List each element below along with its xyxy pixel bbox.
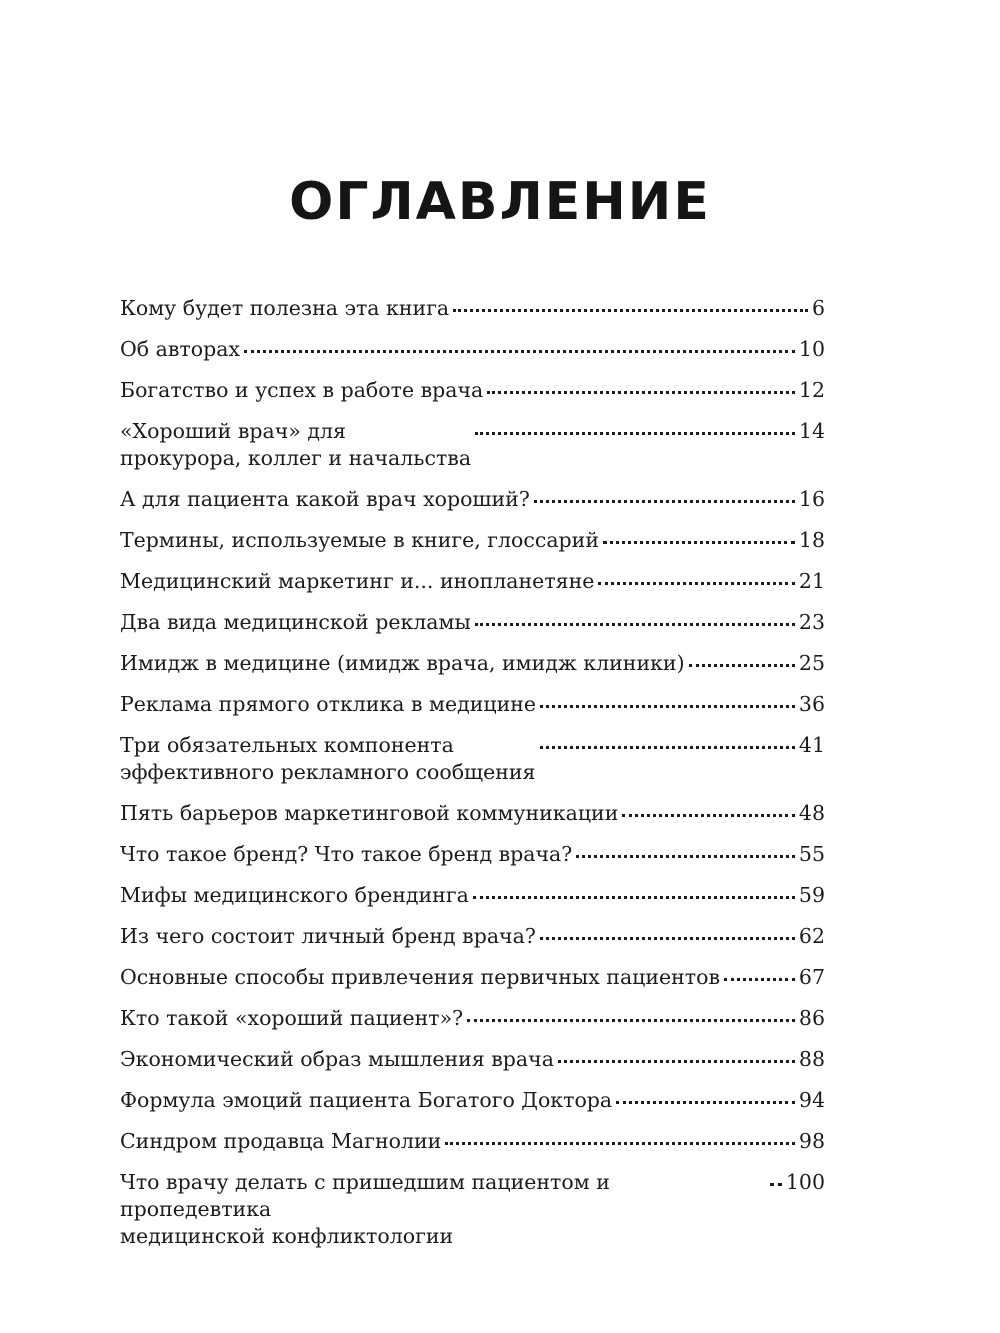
toc-entry bbox=[120, 725, 825, 793]
toc-entry-page: 6 bbox=[811, 296, 825, 320]
toc-entry-title: Пять барьеров маркетинговой коммуникации bbox=[120, 801, 619, 825]
dot-leader bbox=[487, 390, 795, 394]
toc-entry-page: 67 bbox=[798, 965, 825, 989]
dot-leader bbox=[689, 663, 795, 667]
toc-entry-page: 16 bbox=[798, 487, 825, 511]
toc-entry-page: 88 bbox=[798, 1047, 825, 1071]
toc-entry-page: 94 bbox=[798, 1088, 825, 1112]
toc-entry-page: 25 bbox=[798, 651, 825, 675]
toc-entry-page: 59 bbox=[798, 883, 825, 907]
toc-entry bbox=[120, 411, 825, 479]
toc-entry bbox=[120, 643, 825, 684]
toc-entry-title: Об авторах bbox=[120, 337, 241, 361]
toc-entry-page: 55 bbox=[798, 842, 825, 866]
dot-leader bbox=[576, 854, 795, 858]
toc-entry bbox=[120, 520, 825, 561]
toc-entry bbox=[120, 1162, 825, 1257]
dot-leader bbox=[540, 704, 795, 708]
dot-leader bbox=[473, 895, 795, 899]
dot-leader bbox=[603, 540, 795, 544]
toc-entry-page: 100 bbox=[785, 1170, 825, 1194]
dot-leader bbox=[540, 745, 795, 749]
toc-entry bbox=[120, 288, 825, 329]
toc-entry bbox=[120, 957, 825, 998]
toc-entry-page: 36 bbox=[798, 692, 825, 716]
toc-entry-page: 21 bbox=[798, 569, 825, 593]
toc-entry-title: Синдром продавца Магнолии bbox=[120, 1129, 442, 1153]
toc-entry-title: Основные способы привлечения первичных пациентов bbox=[120, 965, 721, 989]
dot-leader bbox=[467, 1018, 795, 1022]
toc-entry-title: Медицинский маркетинг и... инопланетяне bbox=[120, 569, 595, 593]
toc-entry-page: 14 bbox=[798, 419, 825, 443]
toc-entry bbox=[120, 793, 825, 834]
toc-entry bbox=[120, 329, 825, 370]
dot-leader bbox=[534, 499, 795, 503]
toc-entry-page: 48 bbox=[798, 801, 825, 825]
dot-leader bbox=[770, 1182, 782, 1186]
toc-entry bbox=[120, 875, 825, 916]
toc-entry-title: Что такое бренд? Что такое бренд врача? bbox=[120, 842, 573, 866]
toc-entry bbox=[120, 684, 825, 725]
table-of-contents bbox=[120, 288, 825, 1257]
page-title: ОГЛАВЛЕНИЕ bbox=[289, 172, 711, 232]
toc-entry bbox=[120, 1121, 825, 1162]
toc-entry bbox=[120, 370, 825, 411]
toc-entry-title: Из чего состоит личный бренд врача? bbox=[120, 924, 536, 948]
toc-entry-title: Термины, используемые в книге, глоссарий bbox=[120, 528, 600, 552]
toc-entry-title: Экономический образ мышления врача bbox=[120, 1047, 554, 1071]
toc-entry-page: 62 bbox=[798, 924, 825, 948]
toc-entry-page: 86 bbox=[798, 1006, 825, 1030]
toc-entry bbox=[120, 561, 825, 602]
toc-entry-title: Что врачу делать с пришедшим пациентом и пропедевтика медицинской конфликтологии bbox=[120, 1170, 610, 1248]
toc-entry-title: Формула эмоций пациента Богатого Доктора bbox=[120, 1088, 613, 1112]
toc-entry-title: Мифы медицинского брендинга bbox=[120, 883, 469, 907]
dot-leader bbox=[724, 977, 795, 981]
toc-entry-title: А для пациента какой врач хороший? bbox=[120, 487, 530, 511]
toc-entry-page: 10 bbox=[798, 337, 825, 361]
dot-leader bbox=[622, 813, 795, 817]
toc-entry-page: 41 bbox=[798, 733, 825, 757]
toc-entry bbox=[120, 602, 825, 643]
toc-entry-page: 18 bbox=[798, 528, 825, 552]
dot-leader bbox=[453, 308, 808, 312]
toc-entry-page: 98 bbox=[798, 1129, 825, 1153]
toc-entry-title: Имидж в медицине (имидж врача, имидж клиники) bbox=[120, 651, 685, 675]
toc-entry-title: Кто такой «хороший пациент»? bbox=[120, 1006, 464, 1030]
toc-entry-page: 23 bbox=[798, 610, 825, 634]
toc-entry bbox=[120, 998, 825, 1039]
dot-leader bbox=[616, 1100, 795, 1104]
dot-leader bbox=[244, 349, 795, 353]
toc-entry-title: Реклама прямого отклика в медицине bbox=[120, 692, 537, 716]
toc-entry-title: Кому будет полезна эта книга bbox=[120, 296, 450, 320]
toc-entry bbox=[120, 1080, 825, 1121]
toc-entry bbox=[120, 834, 825, 875]
dot-leader bbox=[475, 431, 795, 435]
toc-entry-title: Два вида медицинской рекламы bbox=[120, 610, 471, 634]
toc-entry bbox=[120, 916, 825, 957]
dot-leader bbox=[540, 936, 795, 940]
toc-entry bbox=[120, 1039, 825, 1080]
toc-entry-title: «Хороший врач» для прокурора, коллег и начальства bbox=[120, 419, 472, 470]
dot-leader bbox=[475, 622, 795, 626]
dot-leader bbox=[445, 1141, 795, 1145]
toc-entry-title: Богатство и успех в работе врача bbox=[120, 378, 484, 402]
toc-entry bbox=[120, 479, 825, 520]
dot-leader bbox=[598, 581, 795, 585]
toc-entry-page: 12 bbox=[798, 378, 825, 402]
toc-entry-title: Три обязательных компонента эффективного рекламного сообщения bbox=[120, 733, 536, 784]
dot-leader bbox=[558, 1059, 795, 1063]
